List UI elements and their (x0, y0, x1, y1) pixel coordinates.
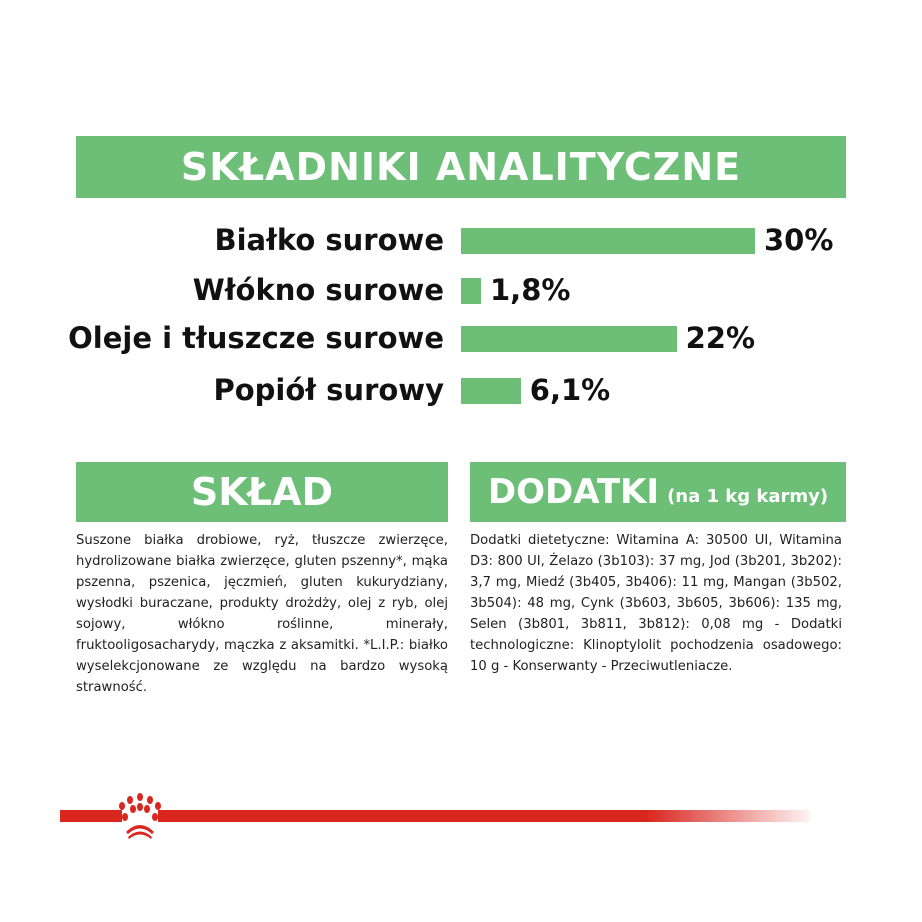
composition-header: SKŁAD (76, 462, 448, 522)
chart-row (0, 270, 922, 310)
nutrient-bar (461, 228, 755, 254)
nutrient-bar (461, 378, 521, 404)
chart-row (0, 370, 922, 410)
additives-title: DODATKI (487, 472, 660, 512)
additives-header (470, 462, 846, 522)
nutrient-bar (461, 278, 481, 304)
nutrient-bar (461, 326, 677, 352)
nutrient-value: 1,8% (490, 273, 571, 307)
nutrient-label: Popiół surowy (213, 373, 444, 407)
nutrient-value: 30% (764, 223, 834, 257)
composition-text: Suszone białka drobiowe, ryż, tłuszcze zwierzęce, hydrolizowane białka zwierzęce, gluten pszenny*, mąka pszenna, pszenica, jęczmień, gluten kukurydziany, wysłodki buraczane, produkty drożdży, olej z ryb, olej sojowy, włókno roślinne, minerały, fruktooligosacharydy, mączka z aksamitki. *L.I.P.: białko wyselekcjonowane ze względu na bardzo wysoką strawność. (76, 533, 448, 695)
nutrient-value: 6,1% (529, 373, 611, 407)
nutrient-label: Włókno surowe (192, 273, 444, 307)
additives-subtitle: (na 1 kg karmy) (667, 485, 829, 507)
chart-row (0, 318, 922, 358)
royal-canin-crown-icon (118, 792, 162, 840)
nutrient-label: Białko surowe (214, 223, 444, 257)
chart-row (0, 220, 922, 260)
red-line-left (60, 810, 122, 822)
nutrient-label: Oleje i tłuszcze surowe (68, 321, 444, 355)
nutrient-value: 22% (685, 321, 756, 355)
analytical-header: SKŁADNIKI ANALITYCZNE (76, 136, 846, 198)
red-line-right (158, 810, 810, 822)
additives-text: Dodatki dietetyczne: Witamina A: 30500 UI, Witamina D3: 800 UI, Żelazo (3b103): 37 mg, Jod (3b201, 3b202): 3,7 mg, Miedź (3b405, 3b406): 11 mg, Mangan (3b502, 3b504): 48 mg, Cynk (3b603, 3b605, 3b606): 135 mg, Selen (3b801, 3b811, 3b812): 0,08 mg - Dodatki technologiczne: Klinoptylolit pochodzenia osadowego: 10 g - Konserwanty - Przeciwutleniacze. (470, 533, 842, 674)
